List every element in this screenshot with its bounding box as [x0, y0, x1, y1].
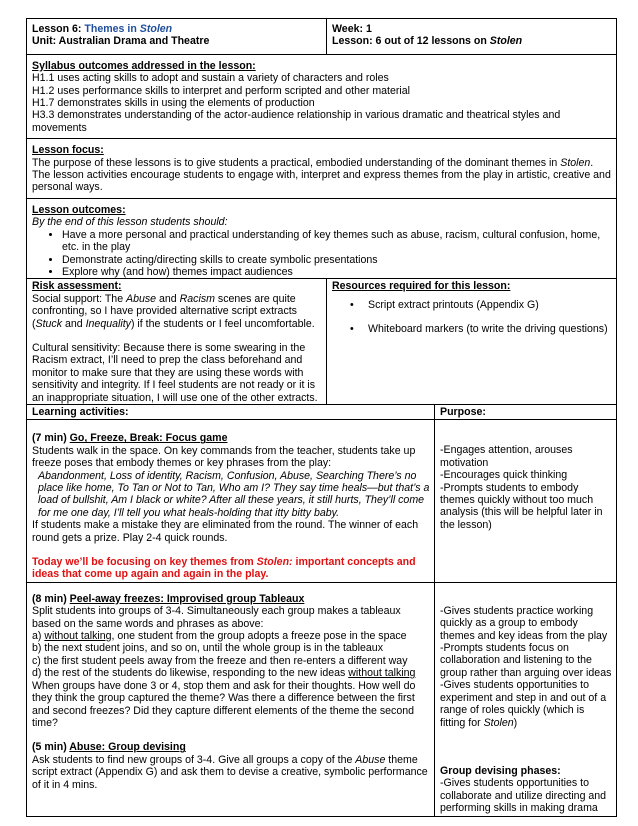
activity-1-quotes: Abandonment, Loss of identity, Racism, Confusion, Abuse, Searching There’s no place like home, To Tan or Not to Tan, Who am I? They say time heals—but that’s a load of bullshit, Am I black or white? After all these years, it still hurts, They’ll come for me one day, I’ll tell you what heals-holding that itty bitty baby. [38, 469, 430, 519]
outcome-item: • Have a more personal and practical understanding of key themes such as abuse, racism, cultural confusion, home, etc. in the play [62, 229, 612, 254]
activity-2-intro: Split students into groups of 3-4. Simultaneously each group makes a tableaux based on the same words and phrases as above: [32, 605, 401, 630]
outcome-item: • Explore why (and how) themes impact audiences [62, 266, 612, 278]
activity-1-title: (7 min) Go, Freeze, Break: Focus game [32, 432, 228, 445]
resource-item: • Whiteboard markers (to write the driving questions) [350, 323, 612, 335]
activity-2-title: (8 min) Peel-away freezes: Improvised group Tableaux [32, 592, 305, 605]
resources-heading: Resources required for this lesson: [332, 280, 511, 293]
activity-1-text2: If students make a mistake they are eliminated from the round. The winner of each round gets a prize. Play 2-4 quick rounds. [32, 519, 419, 544]
outcomes-heading: Lesson outcomes: [32, 203, 126, 216]
lesson-count: Lesson: 6 out of 12 lessons on Stolen [332, 35, 523, 48]
risk-cultural: Cultural sensitivity: Because there is some swearing in the Racism extract, I’ll need to prep the class beforehand and monitor to make sure that they are using these words with sensitivity and integrity. If I feel students are not ready or it is an inappropriate situation, I will use one of the other extracts. [32, 341, 318, 404]
risk-resources-row [27, 279, 617, 405]
activity-row [27, 420, 617, 582]
activity-2-step-d: d) the rest of the students do likewise, responding to the new ideas without talking [32, 667, 416, 680]
risk-heading: Risk assessment: [32, 280, 122, 293]
outcome-item: • Demonstrate acting/directing skills to create symbolic presentations [62, 254, 612, 266]
lesson-plan-table [26, 18, 617, 817]
resource-item: • Script extract printouts (Appendix G) [350, 299, 612, 311]
activity-2-purpose-cell [435, 582, 617, 816]
resources-list [332, 299, 612, 336]
activity-2-step-a: a) without talking, one student from the group adopts a freeze pose in the space [32, 630, 407, 643]
week-label: Week: 1 [332, 23, 372, 35]
activities-heading: Learning activities: [32, 405, 129, 418]
outcomes-intro: By the end of this lesson students should: [32, 216, 228, 229]
syllabus-line: H1.1 uses acting skills to adopt and sustain a variety of characters and roles [32, 72, 389, 85]
activity-2-outro: When groups have done 3 or 4, stop them and ask for their thoughts. How well do they think the group captured the theme? Was there a difference between the first and second freezes? Did they capture different elements of the theme the second time? [32, 679, 416, 729]
risk-social: Social support: The Abuse and Racism scenes are quite confronting, so I have provided alternative script extracts (Stuck and Inequality) if the students or I feel uncomfortable. [32, 292, 315, 330]
activity-2-purpose: -Gives students practice working quickly as a group to embody themes and key ideas from the play -Prompts students focus on collaboration and listening to the group rather than arguing over ideas -Gives students opportunities to experiment and step in and out of a range of roles quickly (which is fitting for Stolen) [440, 604, 612, 729]
outcomes-list [32, 229, 612, 279]
risk-cell [27, 279, 327, 405]
focus-row [27, 139, 617, 199]
activity-2-step-b: b) the next student joins, and so on, until the whole group is in the tableaux [32, 642, 384, 655]
header-row [27, 19, 617, 55]
unit-title: Unit: Australian Drama and Theatre [32, 35, 210, 48]
syllabus-heading: Syllabus outcomes addressed in the lesson: [32, 59, 256, 72]
activity-3-text: Ask students to find new groups of 3-4. Give all groups a copy of the Abuse theme script extract (Appendix G) and ask them to devise a creative, symbolic performance of it in 4 mins. [32, 753, 428, 791]
syllabus-line: H3.3 demonstrates understanding of the actor-audience relationship in various dramatic and theatrical styles and movements [32, 109, 561, 134]
lesson-title: Lesson 6: Themes in Stolen [32, 23, 173, 35]
activity-2 [27, 582, 435, 816]
activity-1-text: Students walk in the space. On key commands from the teacher, students take up freeze poses that embody themes or key phrases from the play: [32, 444, 416, 470]
header-right [327, 19, 617, 55]
focus-heading: Lesson focus: [32, 144, 104, 157]
activity-3-purpose-heading: Group devising phases: [440, 764, 561, 777]
header-left [27, 19, 327, 55]
resources-cell [327, 279, 617, 405]
activity-3-title: (5 min) Abuse: Group devising [32, 741, 186, 754]
focus-text: The purpose of these lessons is to give students a practical, embodied understanding of the dominant themes in Stolen. The lesson activities encourage students to engage with, interpret and express themes from the play in artistic, creative and personal ways. [32, 156, 611, 194]
activity-2-step-c: c) the first student peels away from the freeze and then re-enters a different way [32, 654, 408, 667]
activities-heading-row [27, 404, 617, 419]
activity-row [27, 582, 617, 816]
activity-3-purpose: -Gives students opportunities to collaborate and utilize directing and performing skills in making drama [440, 777, 607, 815]
outcomes-row [27, 198, 617, 278]
purpose-heading: Purpose: [440, 405, 486, 418]
syllabus-line: H1.7 demonstrates skills in using the elements of production [32, 97, 315, 110]
lesson-focus-highlight: Today we’ll be focusing on key themes from Stolen: important concepts and ideas that come up again and again in the play. [32, 556, 416, 581]
lesson-plan [26, 18, 616, 817]
activity-1 [27, 420, 435, 582]
syllabus-row [27, 54, 617, 138]
activity-1-purpose: -Engages attention, arouses motivation -Encourages quick thinking -Prompts students to embody themes quickly without too much analysis (this will be helpful later in the lesson) [435, 420, 617, 582]
syllabus-line: H1.2 uses performance skills to interpret and perform scripted and other material [32, 84, 411, 97]
